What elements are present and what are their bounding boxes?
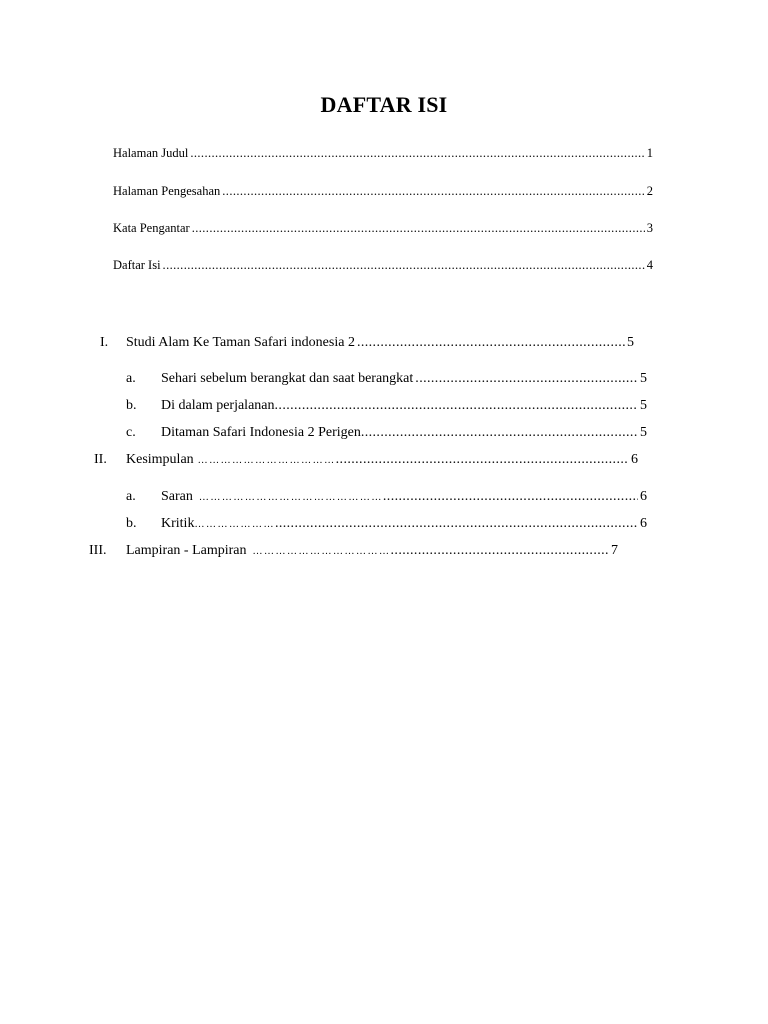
dot-leader xyxy=(190,146,644,161)
section-numeral: II. xyxy=(94,452,107,467)
toc-entry-page: 6 xyxy=(640,489,647,504)
dot-leader xyxy=(357,335,625,351)
ellipsis-leader: ……………………………… xyxy=(197,455,336,466)
toc-entry-label: Lampiran - Lampiran xyxy=(126,543,247,558)
dot-leader xyxy=(163,258,645,273)
dot-leader xyxy=(222,184,644,199)
toc-section-lampiran[interactable] xyxy=(126,543,618,559)
subsection-letter: a. xyxy=(126,371,136,386)
subsection-letter: c. xyxy=(126,425,136,440)
toc-subsection-ditaman-safari[interactable] xyxy=(161,425,647,441)
dot-leader xyxy=(415,371,638,387)
toc-entry-page: 3 xyxy=(646,221,653,235)
toc-entry-page: 1 xyxy=(646,146,653,160)
toc-entry-page: 6 xyxy=(640,516,647,531)
toc-subsection-dalam-perjalanan[interactable] xyxy=(161,398,647,414)
toc-subsection-saran[interactable] xyxy=(161,489,647,505)
dot-leader xyxy=(383,489,638,505)
toc-entry-page: 4 xyxy=(646,258,653,272)
toc-entry-page: 2 xyxy=(646,184,653,198)
toc-entry-label: Kesimpulan xyxy=(126,452,194,467)
toc-section-studi-alam[interactable] xyxy=(126,335,634,351)
toc-entry-label: Kata Pengantar xyxy=(113,221,190,235)
toc-entry-page: 5 xyxy=(640,371,647,386)
ellipsis-leader: ………………… xyxy=(194,519,275,530)
toc-section-kesimpulan[interactable] xyxy=(126,452,638,468)
section-numeral: III. xyxy=(89,543,107,558)
dot-leader xyxy=(192,221,645,236)
toc-entry-label: Sehari sebelum berangkat dan saat berangkat xyxy=(161,371,414,386)
toc-entry-label: Daftar Isi xyxy=(113,258,161,272)
dot-leader xyxy=(391,543,609,559)
toc-entry-label: Halaman Pengesahan xyxy=(113,184,221,198)
toc-entry-label: Ditaman Safari Indonesia 2 Perigen xyxy=(161,425,361,440)
toc-subsection-sehari-sebelum[interactable] xyxy=(161,371,647,387)
toc-entry-label: Saran xyxy=(161,489,193,504)
page-title: DAFTAR ISI xyxy=(320,92,448,117)
toc-entry-label: Di dalam perjalanan xyxy=(161,398,275,413)
toc-entry-page: 5 xyxy=(627,335,634,350)
ellipsis-leader: ……………………………… xyxy=(252,546,391,557)
toc-entry-page: 5 xyxy=(640,425,647,440)
dot-leader xyxy=(275,516,638,532)
toc-entry-label: Kritik xyxy=(161,516,195,531)
toc-entry-page: 5 xyxy=(640,398,647,413)
subsection-letter: b. xyxy=(126,516,137,531)
toc-entry-daftar-isi[interactable] xyxy=(113,258,653,273)
toc-entry-halaman-pengesahan[interactable] xyxy=(113,184,653,199)
toc-entry-page: 7 xyxy=(611,543,618,558)
dot-leader xyxy=(361,425,638,441)
toc-entry-label: Studi Alam Ke Taman Safari indonesia 2 xyxy=(126,335,355,350)
toc-entry-halaman-judul[interactable] xyxy=(113,146,653,161)
toc-entry-page: 6 xyxy=(631,452,638,467)
subsection-letter: b. xyxy=(126,398,137,413)
dot-leader xyxy=(275,398,638,414)
dot-leader xyxy=(336,452,629,468)
section-numeral: I. xyxy=(100,335,109,350)
toc-entry-label: Halaman Judul xyxy=(113,146,189,160)
toc-subsection-kritik[interactable] xyxy=(161,516,647,532)
toc-entry-kata-pengantar[interactable] xyxy=(113,221,653,236)
subsection-letter: a. xyxy=(126,489,136,504)
ellipsis-leader: ………………………………………… xyxy=(198,492,383,503)
